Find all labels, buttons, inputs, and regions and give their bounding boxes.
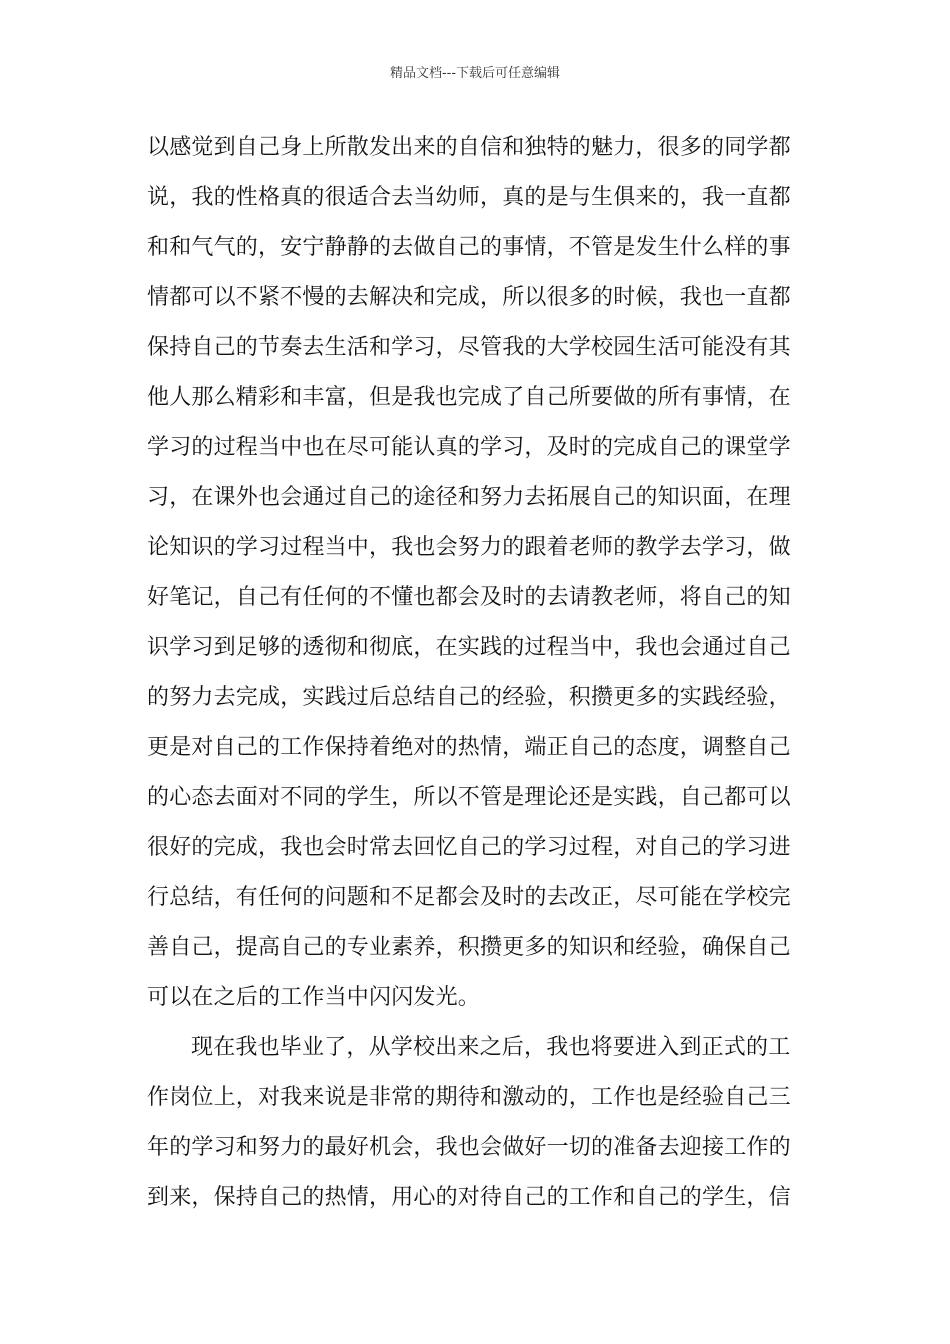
text-line: 的努力去完成，实践过后总结自己的经验，积攒更多的实践经验，: [147, 685, 791, 710]
text-line: 到来，保持自己的热情，用心的对待自己的工作和自己的学生，信: [147, 1185, 791, 1210]
text-line: 可以在之后的工作当中闪闪发光。: [147, 985, 481, 1010]
page-header: 精品文档---下载后可任意编辑: [389, 66, 561, 81]
text-line: 作岗位上，对我来说是非常的期待和激动的，工作也是经验自己三: [147, 1085, 791, 1110]
text-line: 保持自己的节奏去生活和学习，尽管我的大学校园生活可能没有其: [147, 335, 791, 360]
text-line: 现在我也毕业了，从学校出来之后，我也将要进入到正式的工: [191, 1035, 791, 1060]
text-line: 他人那么精彩和丰富，但是我也完成了自己所要做的所有事情，在: [147, 385, 791, 410]
text-line: 识学习到足够的透彻和彻底，在实践的过程当中，我也会通过自己: [147, 635, 791, 660]
text-line: 习，在课外也会通过自己的途径和努力去拓展自己的知识面，在理: [147, 485, 791, 510]
text-line: 善自己，提高自己的专业素养，积攒更多的知识和经验，确保自己: [147, 935, 791, 960]
paragraph-2: [147, 1023, 807, 1223]
text-line: 和和气气的，安宁静静的去做自己的事情，不管是发生什么样的事: [147, 235, 791, 260]
text-line: 说，我的性格真的很适合去当幼师，真的是与生俱来的，我一直都: [147, 185, 791, 210]
text-line: 好笔记，自己有任何的不懂也都会及时的去请教老师，将自己的知: [147, 585, 791, 610]
text-line: 年的学习和努力的最好机会，我也会做好一切的准备去迎接工作的: [147, 1135, 791, 1160]
text-line: 更是对自己的工作保持着绝对的热情，端正自己的态度，调整自己: [147, 735, 791, 760]
text-line: 以感觉到自己身上所散发出来的自信和独特的魅力，很多的同学都: [147, 135, 791, 160]
text-line: 很好的完成，我也会时常去回忆自己的学习过程，对自己的学习进: [147, 835, 791, 860]
text-line: 论知识的学习过程当中，我也会努力的跟着老师的教学去学习，做: [147, 535, 791, 560]
text-line: 情都可以不紧不慢的去解决和完成，所以很多的时候，我也一直都: [147, 285, 791, 310]
text-line: 行总结，有任何的问题和不足都会及时的去改正，尽可能在学校完: [147, 885, 791, 910]
text-line: 的心态去面对不同的学生，所以不管是理论还是实践，自己都可以: [147, 785, 791, 810]
paragraph-1: [147, 123, 807, 1023]
text-line: 学习的过程当中也在尽可能认真的学习，及时的完成自己的课堂学: [147, 435, 791, 460]
document-body: [147, 123, 807, 1223]
